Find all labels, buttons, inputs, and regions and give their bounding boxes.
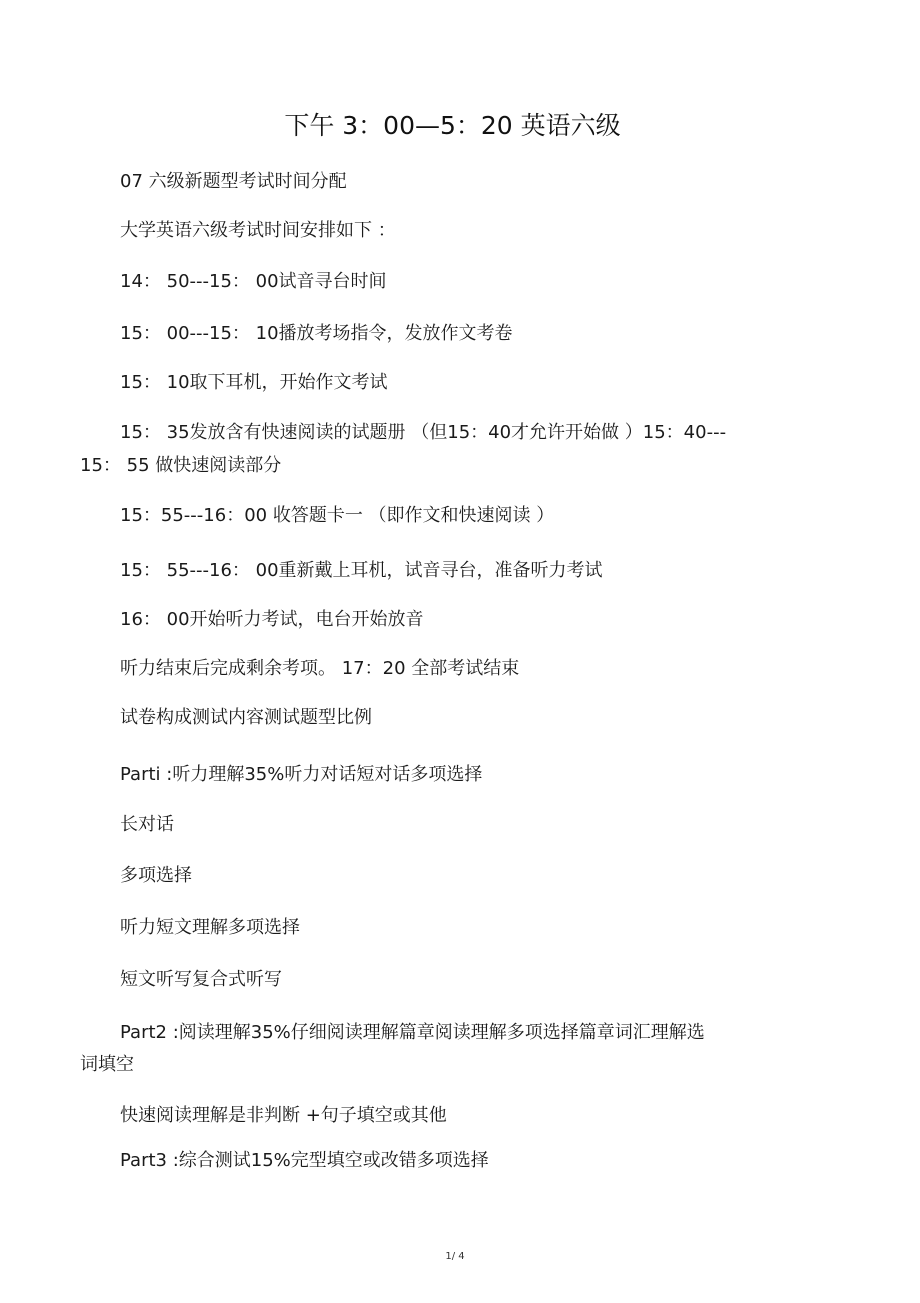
paragraph-line: 听力结束后完成剩余考项。 17：20 全部考试结束: [120, 658, 520, 679]
paragraph-line: 14： 50---15： 00试音寻台时间: [120, 271, 387, 292]
paragraph-line: 15： 35发放含有快速阅读的试题册 （但15：40才允许开始做 ）15：40---: [120, 422, 727, 443]
paragraph-line-continuation: 词填空: [80, 1054, 134, 1075]
paragraph-line: 多项选择: [120, 865, 192, 886]
paragraph-line: 试卷构成测试内容测试题型比例: [120, 707, 372, 728]
paragraph-line: Part3 :综合测试15%完型填空或改错多项选择: [120, 1150, 489, 1171]
paragraph-line: 快速阅读理解是非判断 +句子填空或其他: [120, 1105, 447, 1126]
paragraph-line: 大学英语六级考试时间安排如下 ：: [120, 220, 396, 241]
paragraph-line: 15： 10取下耳机，开始作文考试: [120, 372, 388, 393]
paragraph-line: Parti :听力理解35%听力对话短对话多项选择: [120, 764, 483, 785]
paragraph-line: 15：55---16：00 收答题卡一 （即作文和快速阅读 ）: [120, 505, 555, 526]
document-title: 下午 3：00—5：20 英语六级: [284, 111, 621, 140]
paragraph-line: Part2 :阅读理解35%仔细阅读理解篇章阅读理解多项选择篇章词汇理解选: [120, 1022, 705, 1043]
paragraph-line: 16： 00开始听力考试，电台开始放音: [120, 609, 424, 630]
paragraph-line: 短文听写复合式听写: [120, 969, 282, 990]
paragraph-line: 听力短文理解多项选择: [120, 917, 300, 938]
paragraph-line: 15： 55---16： 00重新戴上耳机，试音寻台，准备听力考试: [120, 560, 603, 581]
paragraph-line: 长对话: [120, 814, 174, 835]
page-number: 1/ 4: [445, 1251, 465, 1262]
paragraph-line-continuation: 15： 55 做快速阅读部分: [80, 455, 282, 476]
paragraph-line: 15： 00---15： 10播放考场指令，发放作文考卷: [120, 323, 513, 344]
paragraph-line: 07 六级新题型考试时间分配: [120, 171, 347, 192]
